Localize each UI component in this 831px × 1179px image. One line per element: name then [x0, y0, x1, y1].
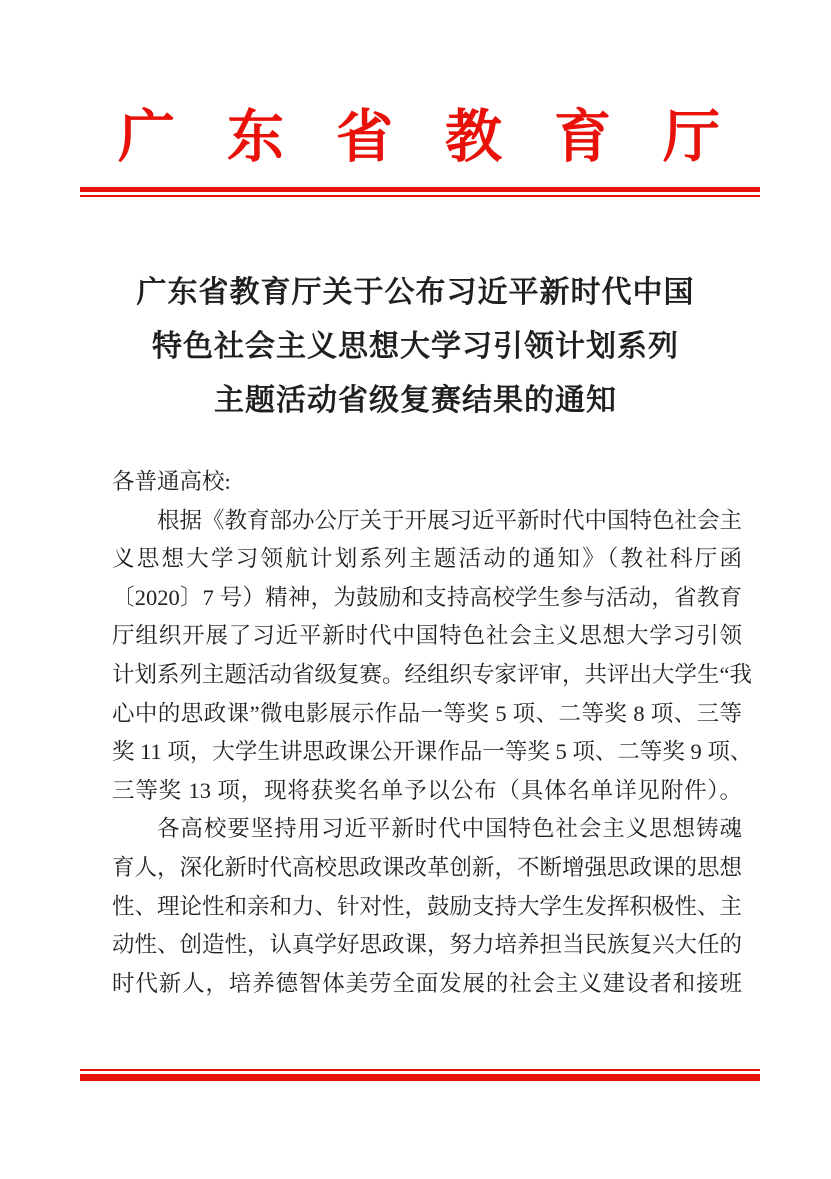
- title-line-2: 特色社会主义思想大学习引领计划系列: [152, 330, 679, 363]
- body-line: 动性、创造性，认真学好思政课，努力培养担当民族复兴大任的: [112, 932, 743, 958]
- body-line: 义思想大学习领航计划系列主题活动的通知》（教社科厅函: [112, 546, 742, 572]
- letterhead-divider-thick: [80, 187, 760, 192]
- footer-divider-thick: [80, 1074, 760, 1081]
- body-line: 性、理论性和亲和力、针对性，鼓励支持大学生发挥积极性、主: [112, 893, 743, 919]
- body-line: 〔2020〕7 号）精神，为鼓励和支持高校学生参与活动，省教育: [112, 584, 742, 610]
- agency-letterhead: 广东省教育厅: [118, 106, 772, 169]
- document-title: [60, 266, 771, 428]
- body-line: 奖 11 项，大学生讲思政课公开课作品一等奖 5 项、二等奖 9 项、: [112, 739, 753, 765]
- letterhead-divider-thin: [80, 195, 760, 197]
- body-line: 根据《教育部办公厅关于开展习近平新时代中国特色社会主: [157, 507, 743, 533]
- body-line: 育人，深化新时代高校思政课改革创新，不断增强思政课的思想: [112, 854, 743, 880]
- body-line: 三等奖 13 项，现将获奖名单予以公布（具体名单详见附件）。: [112, 777, 742, 803]
- title-line-3: 主题活动省级复赛结果的通知: [214, 384, 617, 417]
- document-body: [112, 463, 753, 1003]
- body-line: 时代新人，培养德智体美劳全面发展的社会主义建设者和接班: [112, 970, 742, 996]
- body-line: 计划系列主题活动省级复赛。经组织专家评审，共评出大学生“我: [112, 661, 752, 687]
- body-line: 各高校要坚持用习近平新时代中国特色社会主义思想铸魂: [157, 816, 742, 842]
- footer-divider-thin: [80, 1069, 760, 1071]
- body-line: 厅组织开展了习近平新时代中国特色社会主义思想大学习引领: [112, 623, 742, 649]
- salutation-line: 各普通高校:: [112, 469, 231, 494]
- title-line-1: 广东省教育厅关于公布习近平新时代中国: [136, 276, 695, 309]
- body-line: 心中的思政课”微电影展示作品一等奖 5 项、二等奖 8 项、三等: [112, 700, 742, 726]
